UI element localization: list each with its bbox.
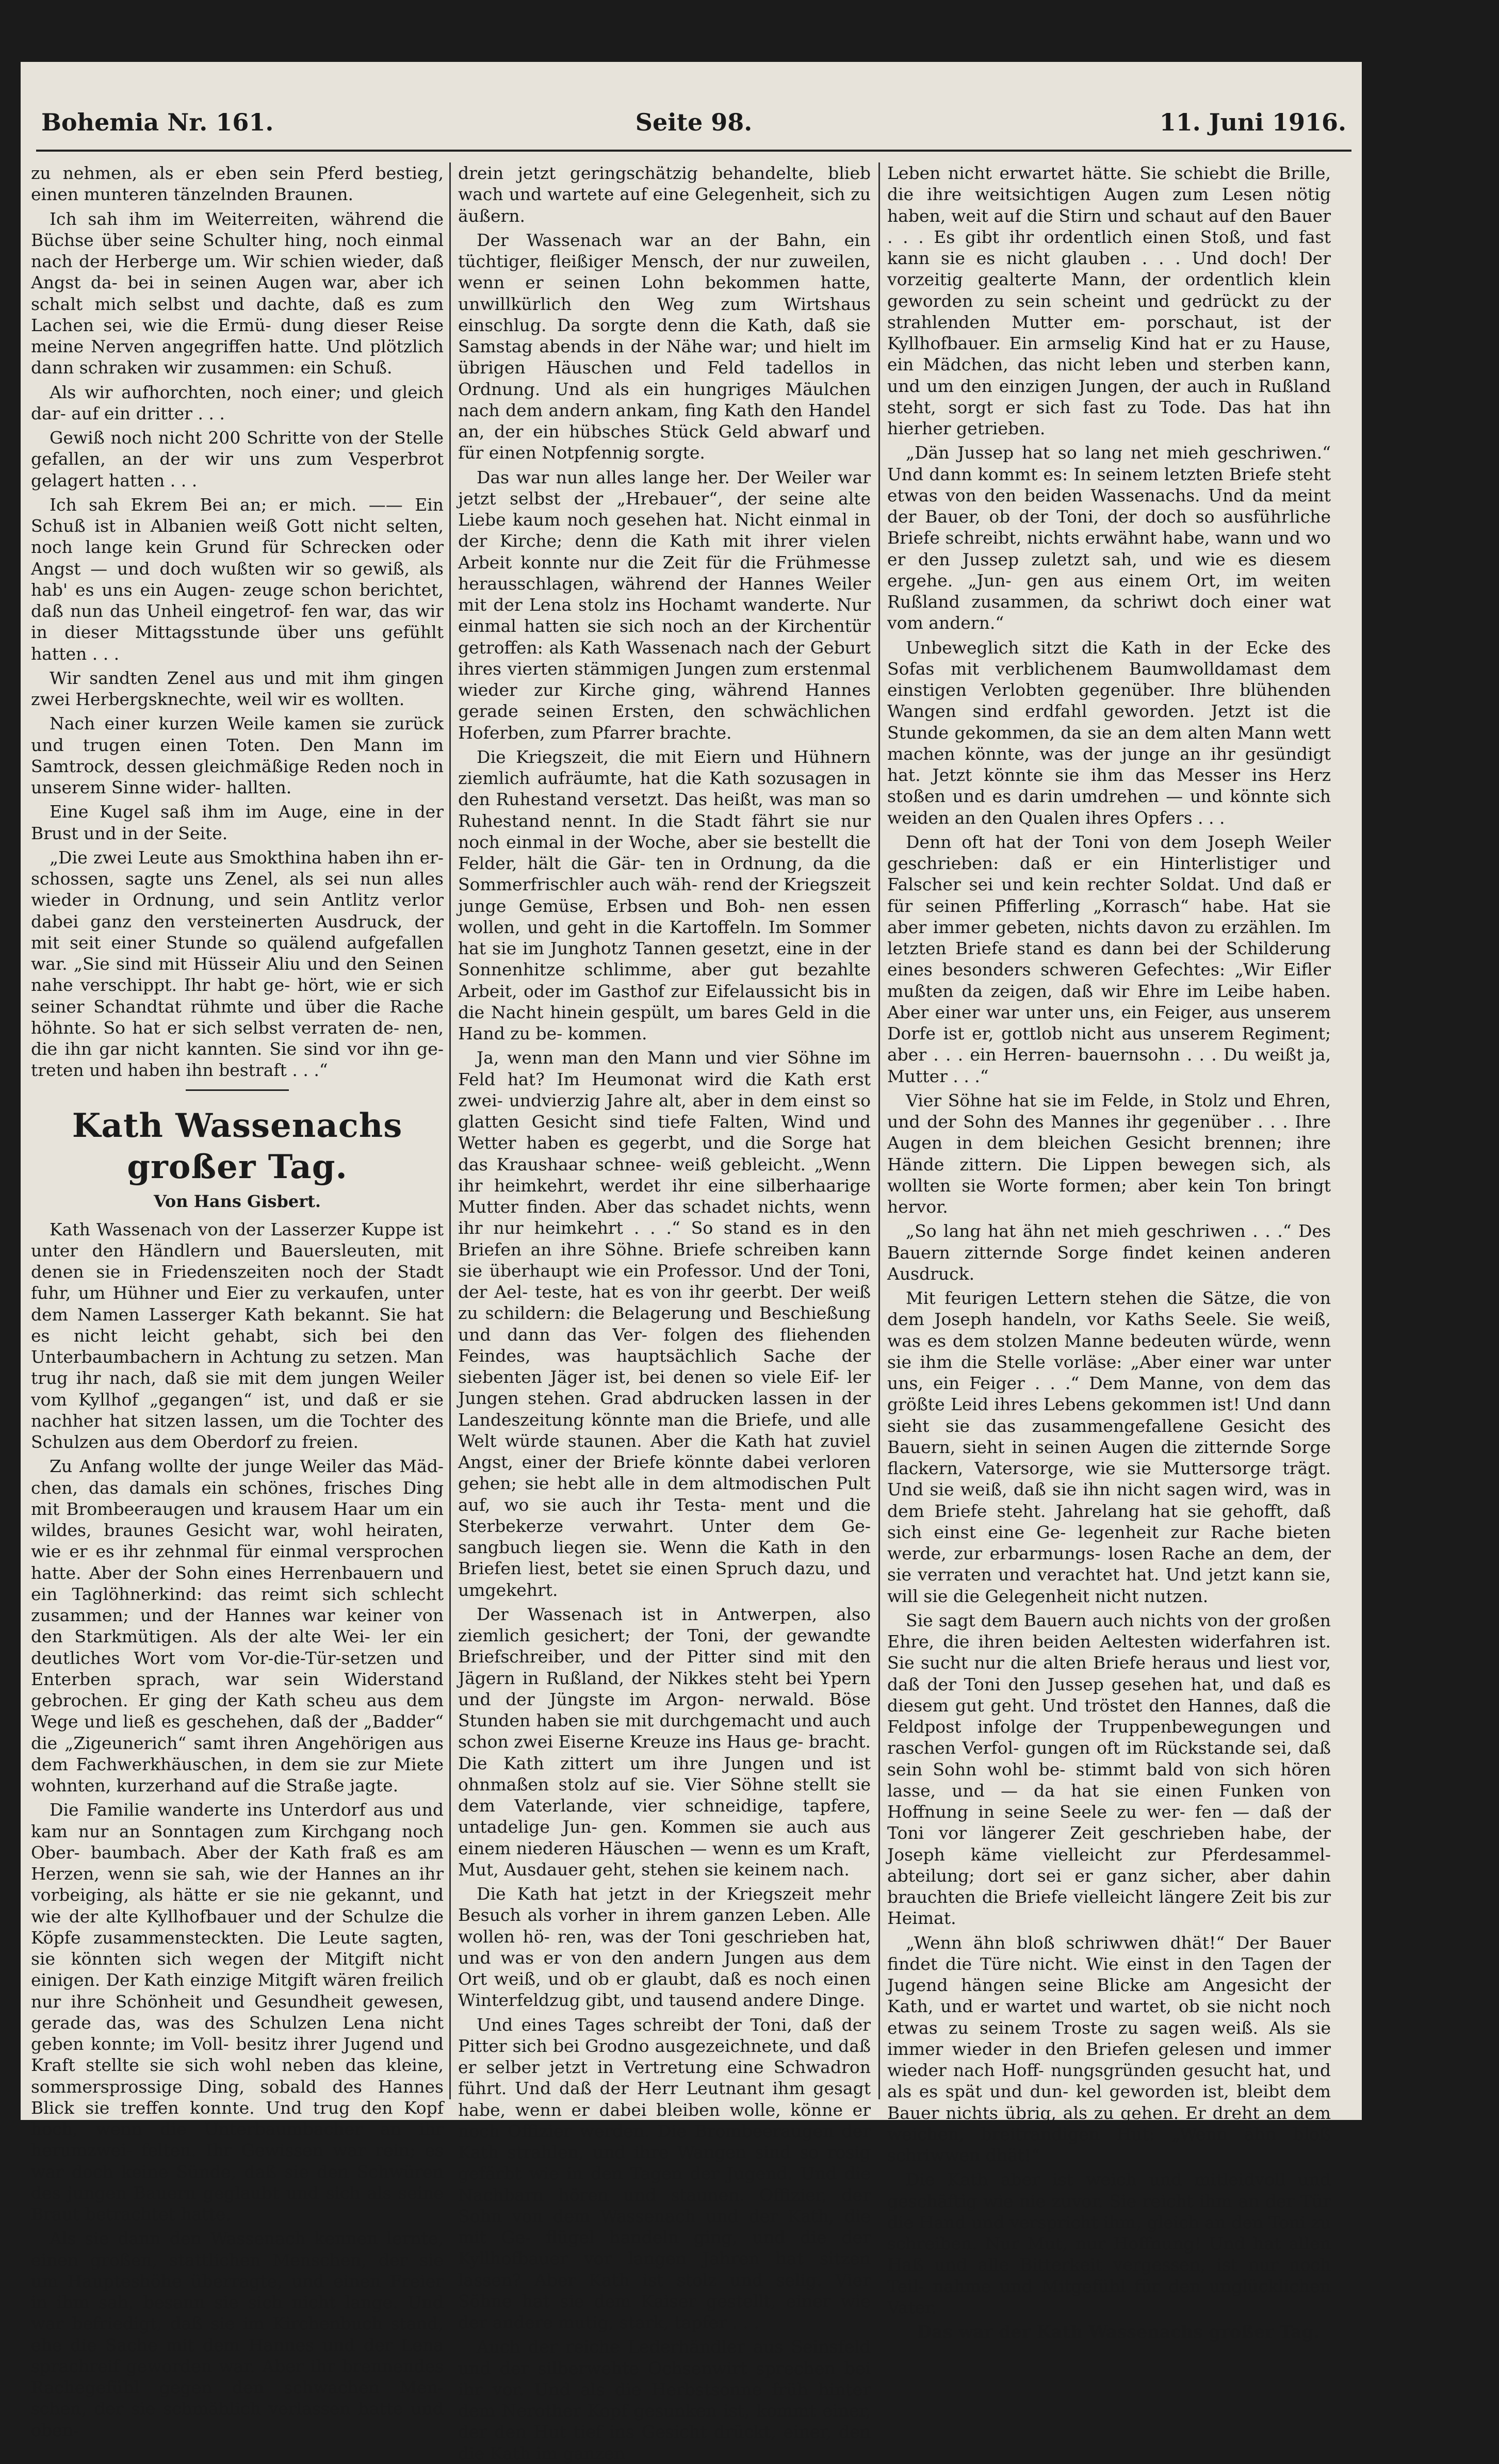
paragraph: Ich sah Ekrem Bei an; er mich. —— Ein Schuß ist in Albanien weiß Gott nicht selten, noch lange kein Grund für Schrecken oder Angst — und doch wußten wir so gewiß, als hab' es uns ein Augen- zeuge schon berichtet, daß nun das Unheil eingetrof- fen war, das wir in dieser Mittagsstunde über uns gefühlt hatten . . . — [31, 494, 444, 664]
paragraph: Wir sandten Zenel aus und mit ihm gingen zwei Herbergsknechte, weil wir es wollten. — [31, 667, 444, 709]
paragraph: Zu Anfang wollte der junge Weiler das Mäd- chen, das damals ein schönes, frisches Ding mit Brombeeraugen und krausem Haar um ein wildes, braunes Gesicht war, wohl heiraten, wie er es ihr zehnmal für einmal versprochen hatte. Aber der Sohn eines Herrenbauern und ein Taglöhnerkind: das reimt sich schlecht zusammen; und der Hannes war keiner von den Starkmütigen. Als der alte Wei- ler ein deutliches Wort vom Vor-die-Tür-setzen und Enterben sprach, war sein Widerstand gebrochen. Er ging der Kath scheu aus dem Wege und ließ es geschehen, daß der „Badder“ die „Zigeunerich“ samt ihren Angehörigen aus dem Fachwerkhäuschen, in dem sie zur Miete wohnten, kurzerhand auf die Straße jagte. — [31, 1456, 444, 1796]
paragraph: Vier Söhne hat sie im Felde, in Stolz und Ehren, und der Sohn des Mannes ihr gegenüber . . . Ihre Augen in dem bleichen Gesicht brennen; ihre Hände zittern. Die Lippen bewegen sich, als wollten sie Worte formen; aber kein Ton bringt hervor. — [887, 1090, 1331, 1217]
paragraph: Ich sah ihm im Weiterreiten, während die Büchse über seine Schulter hing, noch einmal nach der Herberge um. Wir schien wieder, daß Angst da- bei in seinen Augen war, aber ich schalt mich selbst und dachte, daß es zum Lachen sei, wie die Ermü- dung dieser Reise meine Nerven angegriffen hatte. Und plötzlich dann schraken wir zusammen: ein Schuß. — [31, 208, 444, 378]
paragraph: zu nehmen, als er eben sein Pferd bestieg, einen munteren tänzelnden Braunen. — [31, 163, 444, 205]
article-byline: Von Hans Gisbert. — [153, 1191, 321, 1211]
article-title: Kath Wassenachs großer Tag. — [72, 1106, 403, 1186]
column-1 — [31, 162, 444, 2440]
paragraph: Als sie dann den Wassenach kennen lernte, einen großen, stattlichen Menschen, der sie um Haupteshöhe überragte, und einen Freier in ihm sah, besann sie sich nicht lange. Und war befriedigt, daß sie im Kirchenbuch stand, ehe die Sache mit dem Hannes und der Lena sprachreif geworden war. Aber ihr brennendes Rachegefühl gegen den schwachen Men- schen, der sie schmählich verlassen hatte und oben- — [31, 2228, 444, 2440]
paragraph: „Wenn ähn bloß schriwwen dhät!“ Der Bauer findet die Türe nicht. Wie einst in den Tagen der Jugend hängen seine Blicke am Angesicht der Kath, und er wartet und wartet, ob sie nicht noch etwas zu seinem Troste zu sagen weiß. Als sie immer wieder in den Briefen gelesen und immer wieder nach Hoff- nungsgründen gesucht hat, und als es spät und dun- kel geworden ist, bleibt dem Bauer nichts übrig, als zu gehen. Er dreht an dem weichen, breitrandigen Hut: „Wenn ähn bloß schriwwen dhät!“ — [887, 1932, 1331, 2165]
paragraph: Auch der reiche Lederhändler aus Seinsfeld und der silberwehte Ochsenwirt sprechen bei ihr vor. Und als die Herbstsonne früh hinter dem Nerother Kopf gesunken ist, kommt einer, der den Hut tief ins Gesicht drückt, einer, den die Kath im ganzen — [458, 2337, 871, 2463]
header-date: 11. Juni 1916. — [1159, 108, 1346, 136]
paragraph: Gewiß noch nicht 200 Schritte von der Stelle gefallen, an der wir uns zum Vesperbrot gelagert hatten . . . — [31, 428, 444, 491]
paragraph: „So lang hat ähn net mieh geschriwen . . .“ Des Bauern zitternde Sorge findet keinen anderen Ausdruck. — [887, 1221, 1331, 1284]
paragraph: Denn oft hat der Toni von dem Joseph Weiler geschrieben: daß er ein Hinterlistiger und Falscher sei und kein rechter Soldat. Und daß er für seinen Pfifferling „Korrasch“ habe. Hat sie aber immer gebeten, nichts davon zu erzählen. Im letzten Briefe stand es dann bei der Schilderung eines besonders schweren Gefechtes: „Wir Eifler mußten da zeigen, daß wir Ehre im Leibe haben. Aber einer war unter uns, ein Feiger, aus unserem Dorfe ist er, gottlob nicht aus unserem Regiment; aber . . . ein Herren- bauernsohn . . . Du weißt ja, Mutter . . .“ — [887, 831, 1331, 1086]
paragraph: Die Kath hat jetzt in der Kriegszeit mehr Besuch als vorher in ihrem ganzen Leben. Alle wollen hö- ren, was der Toni geschrieben hat, und was er von den andern Jungen aus dem Ort weiß, und ob er glaubt, daß es noch einen Winterfeldzug gibt, und tausend andere Dinge. — [458, 1884, 871, 2011]
paragraph: Und eines Tages schreibt der Toni, daß der Pitter sich bei Grodno ausgezeichnete, und daß er selber jetzt in Vertretung eine Schwadron führt. Und daß der Herr Leutnant ihm gesagt habe, wenn er dabei bleiben wolle, könne er noch Offizier werden. Die Brombeeraugen der Kath strahlen, und ihre Wangen sind so rosig gefärbt wie in den Tagen der Jugend. Und die Nachbarn hören und staunen. Offizier, der Sohn von dem Wassenach und der Kath, die mit Ge- flügel handeln ging, und die der Kyllhofbauer vor langen Jahren hat sitzen lassen? Aber Kath ist stolz und selig. Vier Söhne hat sie dem Kaiser gestellt, einer wie der andere mutig, stark, tapfer . . . — [458, 2014, 871, 2332]
paragraph: Die Kriegszeit, die mit Eiern und Hühnern ziemlich aufräumte, hat die Kath sozusagen in den Ruhestand versetzt. Das heißt, was man so Ruhestand nennt. In die Stadt fährt sie nur noch einmal in der Woche, aber sie bestellt die Felder, hält die Gär- ten in Ordnung, da die Sommerfrischler auch wäh- rend der Kriegszeit junge Gemüse, Erbsen und Boh- nen essen wollen, und geht in die Kartoffeln. Im Sommer hat sie im Junghotz Tannen gesetzt, eine in der Sonnenhitze schlimme, aber gut bezahlte Arbeit, oder im Gasthof zur Eifelaussicht bis in die Nacht hinein gespült, um bares Geld in die Hand zu be- kommen. — [458, 746, 871, 1043]
newspaper-page — [21, 62, 1362, 2463]
paragraph: Eine Kugel saß ihm im Auge, eine in der Brust und in der Seite. — [31, 802, 444, 843]
article-closing-line: Das war der Kath Wassenachs großer Tag. — [917, 2322, 1320, 2342]
header-page-number: Seite 98. — [635, 108, 753, 136]
paragraph: Kath Wassenach von der Lasserzer Kuppe ist unter den Händlern und Bauersleuten, mit denen sie in Friedenszeiten noch der Stadt fuhr, um Hühner und Eier zu verkaufen, unter dem Namen Lasserger Kath bekannt. Sie hat es nicht leicht gehabt, sich bei den Unterbaumbachern in Achtung zu setzen. Man trug ihr nach, daß sie mit dem jungen Weiler vom Kyllhof „gegangen“ ist, und daß er sie nachher hat sitzen lassen, um die Tochter des Schulzen aus dem Oberdorf zu freien. — [31, 1219, 444, 1452]
paragraph: Mit feurigen Lettern stehen die Sätze, die von dem Joseph handeln, vor Kaths Seele. Sie weiß, was es dem stolzen Manne bedeuten würde, wenn sie ihm die Stelle vorläse: „Aber einer war unter uns, ein Feiger . . .“ Dem Manne, von dem das größte Leid ihres Lebens gekommen ist! Und dann sieht sie das zusammengefallene Gesicht des Bauern, sieht in seinen Augen die zitternde Sorge flackern, Vatersorge, wie sie Muttersorge trägt. Und sie weiß, daß sie ihn nicht sagen wird, was in dem Briefe steht. Jahrelang hat sie gehofft, daß sich einst eine Ge- legenheit zur Rache bieten werde, zur erbarmungs- losen Rache an dem, der sie verraten und verachtet hat. Und jetzt kann sie, will sie die Gelegenheit nicht nutzen. — [887, 1288, 1331, 1606]
header-publication: Bohemia Nr. 161. — [41, 108, 274, 136]
article-separator — [186, 1089, 289, 1091]
page-header — [41, 108, 1346, 144]
paragraph: Das war nun alles lange her. Der Weiler war jetzt selbst der „Hrebauer“, der seine alte Liebe kaum noch gesehen hat. Nicht einmal in der Kirche; denn die Kath mit ihrer vielen Arbeit konnte nur die Zeit für die Frühmesse herausschlagen, während der Hannes Weiler mit der Lena stolz ins Hochamt wanderte. Nur einmal hatten sie sich noch an der Kirchentür getroffen: als Kath Wassenach nach der Geburt ihres vierten stämmigen Jungen zum erstenmal wieder zur Kirche ging, während Hannes gerade seinen Ersten, den schwächlichen Hoferben, zum Pfarrer brachte. — [458, 467, 871, 743]
column-3 — [887, 162, 1331, 2342]
paragraph: Nach einer kurzen Weile kamen sie zurück und trugen einen Toten. Den Mann im Samtrock, dessen gleichmäßige Reden noch in unserem Sinne wider- hallten. — [31, 713, 444, 797]
paragraph: „Dän Jussep hat so lang net mieh geschriwen.“ Und dann kommt es: In seinem letzten Briefe steht etwas von den beiden Wassenachs. Und da meint der Bauer, ob der Toni, der doch so ausführliche Briefe schreibt, nichts erwähnt habe, wann und wo er den Jussep zuletzt sah, und wie es diesem ergehe. „Jun- gen aus einem Ort, im weiten Rußland zusammen, da schriwt doch einer wat vom andern.“ — [887, 443, 1331, 633]
paragraph: Unbeweglich sitzt die Kath in der Ecke des Sofas mit verblichenem Baumwolldamast dem einstigen Verlobten gegenüber. Ihre blühenden Wangen sind erdfahl geworden. Jetzt ist die Stunde gekommen, da sie an dem alten Mann wett machen könnte, was der junge an ihr gesündigt hat. Jetzt könnte sie ihm das Messer ins Herz stoßen und es darin umdrehen — und könnte sich weiden an den Qualen ihres Opfers . . . — [887, 637, 1331, 828]
paragraph: Die Familie wanderte ins Unterdorf aus und kam nur an Sonntagen zum Kirchgang noch Ober- baumbach. Aber der Kath fraß es am Herzen, wenn sie sah, wie der Hannes an ihr vorbeiging, als hätte er sie nie gekannt, und wie der alte Kyllhofbauer und der Schulze die Köpfe zusammensteckten. Die Leute sagten, sie könnten sich wegen der Mitgift nicht einigen. Der Kath einzige Mitgift wären freilich nur ihre Schönheit und Gesundheit gewesen, gerade das, was des Schulzen Lena nicht geben konnte; im Voll- besitz ihrer Jugend und Kraft stellte sie sich wohl neben das kleine, sommersprossige Ding, sobald des Hannes Blick sie treffen konnte. Und trug den Kopf hoch, wenn die Unterbaumbacher an ihr herumzwei- felten. Ihr Gewissen war rein; es war doch keine Sünde, daß sie den Schwüren des jungen Bauern geglaubt und sich als seine Braut betrachtet hatte. — [31, 1800, 444, 2224]
paragraph: drein jetzt geringschätzig behandelte, blieb wach und wartete auf eine Gelegenheit, sich zu äußern. — [458, 163, 871, 226]
paragraph: Der Wassenach war an der Bahn, ein tüchtiger, fleißiger Mensch, der nur zuweilen, wenn er seinen Lohn bekommen hatte, unwillkürlich den Weg zum Wirtshaus einschlug. Da sorgte denn die Kath, daß sie Samstag abends in der Nähe war; und hielt im übrigen Häuschen und Feld tadellos in Ordnung. Und als ein hungriges Mäulchen nach dem andern ankam, fing Kath den Handel an, der ein hübsches Stück Geld abwarf und für einen Notpfennig sorgte. — [458, 230, 871, 463]
column-divider — [449, 162, 451, 2099]
header-rule — [36, 150, 1351, 152]
paragraph: Die Kath aber ist weich und mitleidvoll und geschäftig wie nie zuvor. Sie reicht ihm an der Tür die Hand und verspricht ihm, gleich an den Toni zu schreiben. Nur Mut, nur Hoffnung! Und hat allen Haß und alle Bitterkeit vergessen, ist nur noch Teil- nahme und Mitgefühl für den unglücklichen Vater. — [887, 2169, 1331, 2318]
paragraph: „Die zwei Leute aus Smokthina haben ihn er- schossen, sagte uns Zenel, als sei nun alles wieder in Ordnung, und sein Antlitz verlor dabei ganz den versteinerten Ausdruck, der mit seit einer Stunde so quälend aufgefallen war. „Sie sind mit Hüsseir Aliu und den Seinen nahe verschippt. Ihr habt ge- hört, wie er sich seiner Schandtat rühmte und über die Rache höhnte. So hat er sich selbst verraten de- nen, die ihn gar nicht kannten. Sie sind vor ihn ge- treten und haben ihn bestraft . . .“ — [31, 847, 444, 1081]
column-divider — [878, 162, 880, 2099]
paragraph: Der Wassenach ist in Antwerpen, also ziemlich gesichert; der Toni, der gewandte Briefschreiber, und der Pitter sind mit den Jägern in Rußland, der Nikkes steht bei Ypern und der Jüngste im Argon- nerwald. Böse Stunden haben sie mit durchgemacht und auch schon zwei Eiserne Kreuze ins Haus ge- bracht. Die Kath zittert um ihre Jungen und ist ohnmaßen stolz auf sie. Vier Söhne stellt sie dem Vaterlande, vier schneidige, tapfere, untadelige Jun- gen. Kommen sie auch aus einem niederen Häuschen — wenn es um Kraft, Mut, Ausdauer geht, stehen sie keinem nach. — [458, 1604, 871, 1880]
paragraph: Leben nicht erwartet hätte. Sie schiebt die Brille, die ihre weitsichtigen Augen zum Lesen nötig haben, weit auf die Stirn und schaut auf den Bauer . . . Es gibt ihr ordentlich einen Stoß, und fast kann sie es nicht glauben . . . Und doch! Der vorzeitig gealterte Mann, der ordentlich klein geworden zu sein scheint und gedrückt zu der strahlenden Mutter em- porschaut, ist der Kyllhofbauer. Ein armselig Kind hat er zu Hause, ein Mädchen, das nicht leben und sterben kann, und um den einzigen Jungen, der auch in Rußland steht, sorgt er sich fast zu Tode. Das hat ihn hierher getrieben. — [887, 163, 1331, 438]
paragraph: Ja, wenn man den Mann und vier Söhne im Feld hat? Im Heumonat wird die Kath erst zwei- undvierzig Jahre alt, aber in dem einst so glatten Gesicht sind tiefe Falten, Wind und Wetter haben es gegerbt, und die Sorge hat das Kraushaar schnee- weiß gebleicht. „Wenn ihr heimkehrt, werdet ihr eine silberhaarige Mutter finden. Aber das schadet nichts, wenn ihr nur heimkehrt . . .“ So stand es in den Briefen an ihre Söhne. Briefe schreiben kann sie überhaupt wie ein Professor. Und der Toni, der Ael- teste, hat es von ihr geerbt. Der weiß zu schildern: die Belagerung und Beschießung und dann das Ver- folgen des fliehenden Feindes, was hauptsächlich Sache der siebenten Jäger ist, bei denen so viele Eif- ler Jungen stehen. Grad abdrucken lassen in der Landeszeitung könnte man die Briefe, und alle Welt würde staunen. Aber die Kath hat zuviel Angst, einer der Briefe könnte dabei verloren gehen; sie hebt alle in dem altmodischen Pult auf, wo sie auch ihr Testa- ment und die Sterbekerze verwahrt. Unter dem Ge- sangbuch liegen sie. Wenn die Kath in den Briefen liest, betet sie einen Spruch dazu, und umgekehrt. — [458, 1048, 871, 1600]
paragraph: Sie sagt dem Bauern auch nichts von der großen Ehre, die ihren beiden Aeltesten widerfahren ist. Sie sucht nur die alten Briefe heraus und liest vor, daß der Toni den Jussep gesehen hat, und daß es diesem gut geht. Und tröstet den Hannes, daß die Feldpost infolge der Truppenbewegungen und raschen Verfol- gungen oft im Rückstande sei, daß sein Sohn wohl be- stimmt bald von sich hören lasse, und — da hat sie einen Funken von Hoffnung in seine Seele zu wer- fen — daß der Toni vor längerer Zeit geschrieben habe, der Joseph käme vielleicht zur Pferdesammel- abteilung; dort sei er ganz sicher, aber dahin brauchten die Briefe vielleicht längere Zeit bis zur Heimat. — [887, 1610, 1331, 1929]
paragraph: Als wir aufhorchten, noch einer; und gleich dar- auf ein dritter . . . — [31, 382, 444, 423]
column-2 — [458, 162, 871, 2463]
